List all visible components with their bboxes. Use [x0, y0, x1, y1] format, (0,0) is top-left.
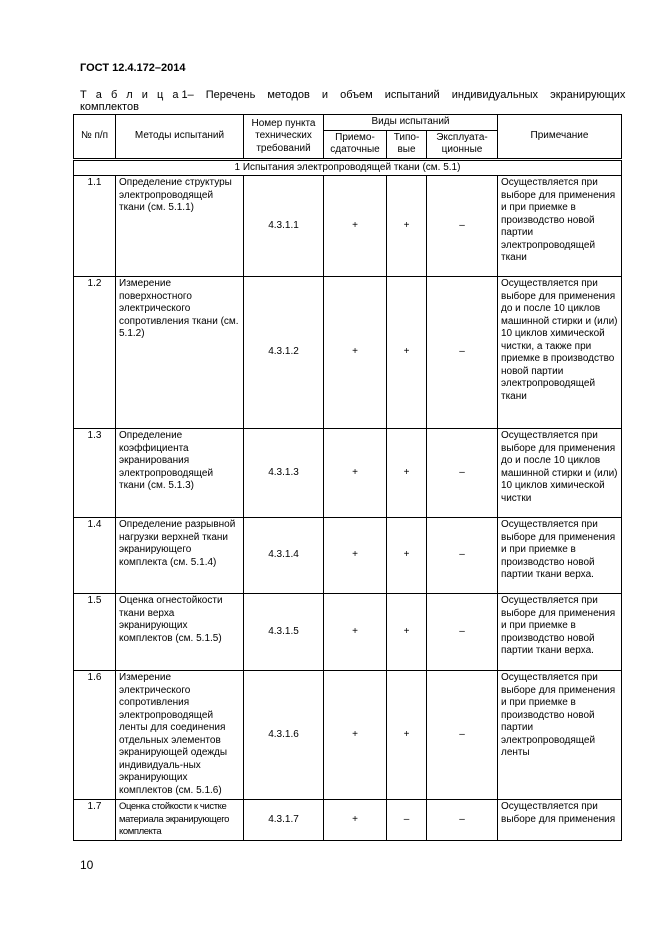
row-acceptance: +: [324, 594, 387, 671]
header-clause: Номер пункта технических требований: [244, 115, 324, 160]
row-num: 1.7: [74, 800, 116, 841]
row-type-test: +: [387, 518, 427, 594]
row-method: Измерение поверхностного электрического сопротивления ткани (см. 5.1.2): [116, 277, 244, 429]
header-methods: Методы испытаний: [116, 115, 244, 160]
row-note: Осуществляется при выборе для применения до и после 10 циклов машинной стирки и (или) 10 циклов химической чистки, а также при приемке в производство новой партии электропроводящей ткани: [498, 277, 622, 429]
row-type-test: –: [387, 800, 427, 841]
row-clause: 4.3.1.2: [244, 277, 324, 429]
row-note: Осуществляется при выборе для применения и при приемке в производство новой партии электропроводящей ленты: [498, 671, 622, 800]
header-note: Примечание: [498, 115, 622, 160]
row-clause: 4.3.1.5: [244, 594, 324, 671]
row-note: Осуществляется при выборе для применения и при приемке в производство новой партии электропроводящей ткани: [498, 176, 622, 277]
section-title: 1 Испытания электропроводящей ткани (см. 5.1): [74, 159, 622, 176]
header-test-types: Виды испытаний: [324, 115, 498, 131]
document-header: ГОСТ 12.4.172–2014: [80, 62, 186, 74]
caption-text: – Перечень методов и объем испытаний индивидуальных экранирующих: [187, 89, 626, 101]
table-row: [74, 429, 622, 518]
row-type-test: +: [387, 671, 427, 800]
methods-table: [73, 114, 622, 841]
caption-line2: комплектов: [80, 101, 139, 113]
row-operational: –: [427, 671, 498, 800]
row-num: 1.6: [74, 671, 116, 800]
table-row: [74, 594, 622, 671]
row-note: Осуществляется при выборе для применения: [498, 800, 622, 841]
row-acceptance: +: [324, 518, 387, 594]
row-operational: –: [427, 176, 498, 277]
table-row: [74, 800, 622, 841]
caption-number: 1: [181, 89, 188, 101]
row-operational: –: [427, 277, 498, 429]
row-method: Измерение электрического сопротивления электропроводящей ленты для соединения отдельных элементов экранирующей одежды индивидуаль-ных экранирующих комплектов (см. 5.1.6): [116, 671, 244, 800]
row-num: 1.5: [74, 594, 116, 671]
table-row: [74, 518, 622, 594]
row-type-test: +: [387, 176, 427, 277]
row-num: 1.2: [74, 277, 116, 429]
row-clause: 4.3.1.7: [244, 800, 324, 841]
row-type-test: +: [387, 594, 427, 671]
row-num: 1.3: [74, 429, 116, 518]
row-method: Определение коэффициента экранирования электропроводящей ткани (см. 5.1.3): [116, 429, 244, 518]
header-acceptance: Приемо-сдаточные: [324, 130, 387, 159]
table-row: [74, 671, 622, 800]
table-row: [74, 176, 622, 277]
row-acceptance: +: [324, 429, 387, 518]
row-clause: 4.3.1.3: [244, 429, 324, 518]
row-acceptance: +: [324, 671, 387, 800]
row-acceptance: +: [324, 277, 387, 429]
row-note: Осуществляется при выборе для применения и при приемке в производство новой партии ткани верха.: [498, 594, 622, 671]
table-caption: [80, 89, 626, 113]
row-operational: –: [427, 800, 498, 841]
row-clause: 4.3.1.1: [244, 176, 324, 277]
row-operational: –: [427, 518, 498, 594]
header-operational: Эксплуата-ционные: [427, 130, 498, 159]
row-acceptance: +: [324, 800, 387, 841]
header-num: № п/п: [74, 115, 116, 160]
row-method: Определение структуры электропроводящей ткани (см. 5.1.1): [116, 176, 244, 277]
row-operational: –: [427, 594, 498, 671]
row-acceptance: +: [324, 176, 387, 277]
row-note: Осуществляется при выборе для применения и при приемке в производство новой партии ткани верха.: [498, 518, 622, 594]
row-note: Осуществляется при выборе для применения до и после 10 циклов машинной стирки и (или) 10 циклов химической чистки: [498, 429, 622, 518]
row-method: Оценка огнестойкости ткани верха экранирующих комплектов (см. 5.1.5): [116, 594, 244, 671]
row-num: 1.4: [74, 518, 116, 594]
row-type-test: +: [387, 429, 427, 518]
row-operational: –: [427, 429, 498, 518]
table-row: [74, 277, 622, 429]
header-type-tests: Типо-вые: [387, 130, 427, 159]
row-method: Оценка стойкости к чистке материала экранирующего комплекта: [116, 800, 244, 841]
row-clause: 4.3.1.4: [244, 518, 324, 594]
page-number: 10: [80, 858, 94, 872]
row-method: Определение разрывной нагрузки верхней ткани экранирующего комплекта (см. 5.1.4): [116, 518, 244, 594]
row-clause: 4.3.1.6: [244, 671, 324, 800]
row-type-test: +: [387, 277, 427, 429]
caption-lead: Т а б л и ц а: [80, 89, 182, 101]
row-num: 1.1: [74, 176, 116, 277]
